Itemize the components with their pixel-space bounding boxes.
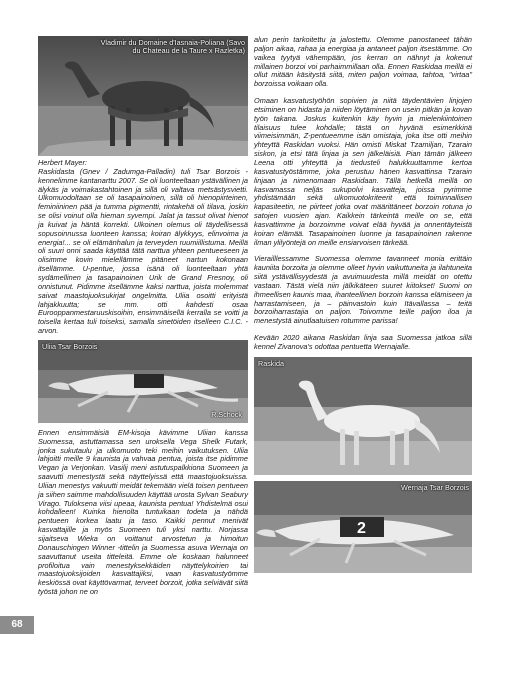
page-number: 68 — [0, 616, 34, 634]
borzoi-racing-image — [254, 481, 472, 573]
paragraph: Vierailllessamme Suomessa olemme tavanneet monia erittäin kauniita borzoita ja olemme olleet hyvin vaikuttuneita ja ilahtuneita siitä ystävällisyydestä ja avuimuudesta millä meidät on otettu vastaan. Tästä vielä niin jälkikäteen suuret kiitokset! Suomi on ihmeellisen kaunis maa, ihanteellinen borzoin kanssa elämiseen ja harrastamiseen, ja – päinvastoin kuin Itävallassa – teitä borzoiharrastajia on paljon. Toivomme teille paljon iloa ja menestystä ainutlaatuisen rotumme parissa! — [254, 254, 472, 326]
photo-caption: Wernaja Tsar Borzois — [400, 482, 469, 492]
paragraph: Omaan kasvatustyöhön sopivien ja niitä täydentävien linjojen etsiminen on hidasta ja niiden löytäminen on usein pitkän ja kovan työn takana. Joskus kuitenkin käy hyvin ja mielenkiintoinen tilaisuus tulee kohdalle; tästä on hyvänä esimerkkinä viimeisimmän, Z-pentueemme isän omistaja, joka itse otti meihin yhteyttä Raskidan vuoksi. Hän omisti Miskat Tzamiljan, Tzarain siskon, ja etsi tätä linjaa ja sen jälkeläisiä. Pian tämän jälkeen Leena otti yhteyttä ja tiedusteli halukkuuttamme kertoa kasvatustyöstämme, joka perustuu hänen kasvattinsa Tzarain linjaan ja nimenomaan Raskidaan. Tällä hetkellä meillä on kasvamassa neljäs sukupolvi kasvatteja, joissa pyrimme yhdistämään sekä ulkomuotokriteerit että toiminnallisen kapasiteetin, ne piirteet jotka ovat määrittäneet borzoin rotuna jo satojen vuosien ajan. Kaikkein tärkeintä meille on se, että kasvattimme ja borzoimme voivat elää hyvää ja onnentäyteistä koiran elämää. Tasapainoinen luonne ja tasapainoinen rakenne ilman ylilyöntejä on meille ensiarvoisen tärkeää. — [254, 96, 472, 247]
photo-caption: Vladimir du Domaine d'Iasnaia-Poliana (Savo du Chateau de la Taure x Razletka) — [100, 38, 245, 56]
photo-credit: R.Schock — [211, 410, 242, 420]
right-column — [254, 36, 472, 573]
photo-wernaja — [254, 481, 472, 573]
left-column — [38, 36, 248, 597]
svg-text:2: 2 — [357, 519, 366, 537]
photo-caption: Raskida — [258, 358, 284, 368]
photo-caption: Uliia Tsar Borzois — [42, 341, 98, 351]
paragraph: Kevään 2020 aikana Raskidan linja saa Suomessa jatkoa sillä kennel Zivanova's odottaa pentuetta Wernajalle. — [254, 333, 472, 351]
paragraph: Raskidasta (Gnev / Zadumga-Palladin) tuli Tsar Borzois -kennelimme kantanarttu 2007. Se oli luonteeltaan ystävällinen ja älykäs ja voimakastahtoinen ja sillä oli valtava metsästysvietti. Ulkomuodoltaan se oli tasapainoinen, sillä oli hienopiirteinen, feminiininen pää ja tumma pigmentti, rintakehä oli tilava, joskin se olisi voinut olla hieman syvempi. Jalat ja tassut olivat hienot ja kuivat ja häntä korrekti. Ulkoinen olemus oli täydellisessä sopusoinnussa luonteen kanssa; koiran älykkyys, elinvoima ja energia!... se oli elämänhalun ja terveyden ruumiillistuma. Meillä oli suuri onni saada käyttää tätä narttua yhteen pentueeseen ja olisimme kovin mielellämme pitäneet nartun kokonaan itsellämme. U-pentue, jossa isänä oli luonteeltaan yhtä sydämellinen ja tasapainoinen Urik de Grand Fresnoy, oli onnistunut. Pidimme itsellämme kaksi narttua, joista molemmat saivat maastojuoksukirjat ongelmitta. Uliia osoitti erityistä lahjakkuutta; se mm. otti kahdesti osaa Eurooppanmestaruuskisoihin, ensimmäisellä kerralla se voitti ja toisella kertaa tuli toiseksi, samalla sinetöiden itselleen C.I.C. -arvon. — [38, 166, 248, 336]
paragraph: alun perin tarkoitettu ja jalostettu. Olemme panostaneet tähän paljon aikaa, rahaa ja energiaa ja antaneet paljon itsestämme. On vaikea tyytyä vähempään, jos kerran on nähnyt ja kokenut millainen borzoi voi parhaimmillaan olla. Ennen Raskidaa meillä ei ollut mitään käsitystä siitä, miten paljon voimaa, tahtoa, "virtaa" borzoissa voikaan olla. — [254, 35, 472, 89]
article-text — [38, 159, 248, 336]
borzoi-portrait-image — [254, 357, 472, 475]
photo-raskida — [254, 357, 472, 475]
paragraph: Ennen ensimmäisiä EM-kisoja kävimme Uliian kanssa Suomessa, astuttamassa sen uroksella Vega Shelk Futark, jonka sukutaulu ja ulkomuoto teki meihin vaikutuksen. Uliia lahjoitti meille 9 kaunista ja vahvaa pentua, joista itse pidimme Vegan ja Verjonkan. Vasilij meni astutuspalkkiona Suomeen ja saavutti menestystä sekä näyttelyissä että maastojuoksuissa. Uliian menestys vakuutti meidät tekemään vielä toisen pentueen ja siihen saimme mahdollisuuden käyttää urosta Sylvan Seabury Virago. Tuloksena viisi upeaa, kaunista pentua! Yhdistelmä osui kohdalleen! Kuinka hienolta tuntuikaan todeta ja nähdä pentueen korkea laatu ja taso. Kaikki pennut menivät kasvattajille ja myös Suomeen tuli yksi narttu. Norjassa sijaitseva Wieka on voittanut arvostetun ja himoitun Donauschingen Winner -tittelin ja Suomessa asuva Wernaja on saavuttanut useita titteleitä. Emme ole koskaan halunneet profiloitua vain menestyksekkäiden näyttelykoirien tai maastojuoksijoiden kasvattajiksi, vaan kasvatustyömme keskiössä ovat käyttövarmat, terveet borzoit, jotka selviävät siitä työstä johon ne on — [38, 427, 248, 597]
photo-uliia — [38, 340, 248, 423]
photo-vladimir — [38, 36, 248, 156]
author-heading: Herbert Mayer: — [38, 158, 87, 167]
